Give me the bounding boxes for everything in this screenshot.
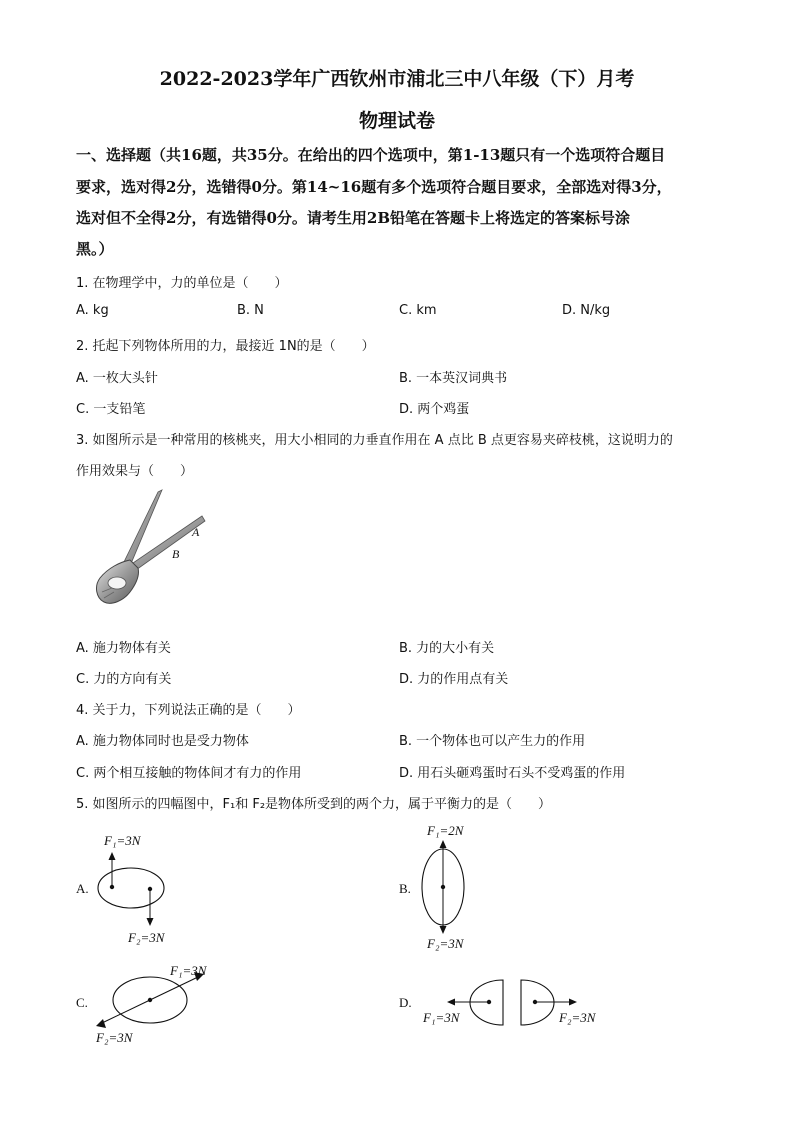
figure-c-f2: F₂=3N <box>96 1030 133 1045</box>
force-diagram-a <box>70 822 190 952</box>
question-5-stem: 5. 如图所示的四幅图中，F₁和 F₂是物体所受到的两个力，属于平衡力的是（ ） <box>76 797 552 812</box>
nutcracker-figure <box>90 488 220 610</box>
section-instruction-line-3: 选对但不全得2分，有选错得0分。请考生用2B铅笔在答题卡上将选定的答案标号涂 <box>76 209 630 227</box>
figure-a-f2: F₂=3N <box>128 930 165 945</box>
question-2-stem: 2. 托起下列物体所用的力，最接近 1N的是（ ） <box>76 339 375 354</box>
figure-d-f2: F₂=3N <box>559 1010 596 1025</box>
question-1-option-b: B. N <box>237 303 264 318</box>
section-instruction-line-2: 要求，选对得2分，选错得0分。第14~16题有多个选项符合题目要求，全部选对得3分， <box>76 178 672 196</box>
figure-d-label: D. <box>399 995 412 1010</box>
question-3-option-c: C. 力的方向有关 <box>76 672 172 687</box>
figure-b-label: B. <box>399 881 411 896</box>
page-title: 2022-2023学年广西钦州市浦北三中八年级（下）月考 <box>159 68 635 90</box>
figure-b-f2: F₂=3N <box>427 936 464 951</box>
question-4-option-a: A. 施力物体同时也是受力物体 <box>76 734 249 749</box>
figure-d-f1: F₁=3N <box>423 1010 460 1025</box>
question-3-option-a: A. 施力物体有关 <box>76 641 171 656</box>
question-3-stem-line-2: 作用效果与（ ） <box>76 464 194 479</box>
figure-b-f1: F₁=2N <box>427 823 464 838</box>
force-diagram-c <box>70 960 240 1050</box>
question-2-option-a: A. 一枚大头针 <box>76 371 158 386</box>
section-instruction-line-4: 黑。） <box>76 240 114 258</box>
question-3-option-b: B. 力的大小有关 <box>399 641 495 656</box>
question-1-option-d: D. N/kg <box>562 303 611 318</box>
figure-label-b: B <box>172 547 180 561</box>
force-diagram-d <box>395 975 625 1040</box>
question-4-option-b: B. 一个物体也可以产生力的作用 <box>399 734 586 749</box>
question-4-stem: 4. 关于力，下列说法正确的是（ ） <box>76 703 301 718</box>
question-1-option-a: A. kg <box>76 303 109 318</box>
question-2-option-c: C. 一支铅笔 <box>76 402 146 417</box>
question-4-option-d: D. 用石头砸鸡蛋时石头不受鸡蛋的作用 <box>399 766 626 781</box>
figure-a-f1: F₁=3N <box>104 833 141 848</box>
question-3-option-d: D. 力的作用点有关 <box>399 672 509 687</box>
question-1-stem: 1. 在物理学中，力的单位是（ ） <box>76 276 288 291</box>
question-3-stem-line-1: 3. 如图所示是一种常用的核桃夹，用大小相同的力垂直作用在 A 点比 B 点更容易夹碎枝桃，这说明力的 <box>76 433 673 448</box>
figure-a-label: A. <box>76 881 89 896</box>
figure-c-f1: F₁=3N <box>170 963 207 978</box>
figure-c-label: C. <box>76 995 88 1010</box>
force-diagram-b <box>395 820 505 955</box>
question-2-option-b: B. 一本英汉词典书 <box>399 371 508 386</box>
question-1-option-c: C. km <box>399 303 437 318</box>
section-instruction-line-1: 一、选择题（共16题，共35分。在给出的四个选项中，第1-13题只有一个选项符合题目 <box>76 146 666 164</box>
figure-label-a: A <box>192 525 200 539</box>
page-subtitle: 物理试卷 <box>358 110 435 132</box>
question-2-option-d: D. 两个鸡蛋 <box>399 402 470 417</box>
question-4-option-c: C. 两个相互接触的物体间才有力的作用 <box>76 766 302 781</box>
